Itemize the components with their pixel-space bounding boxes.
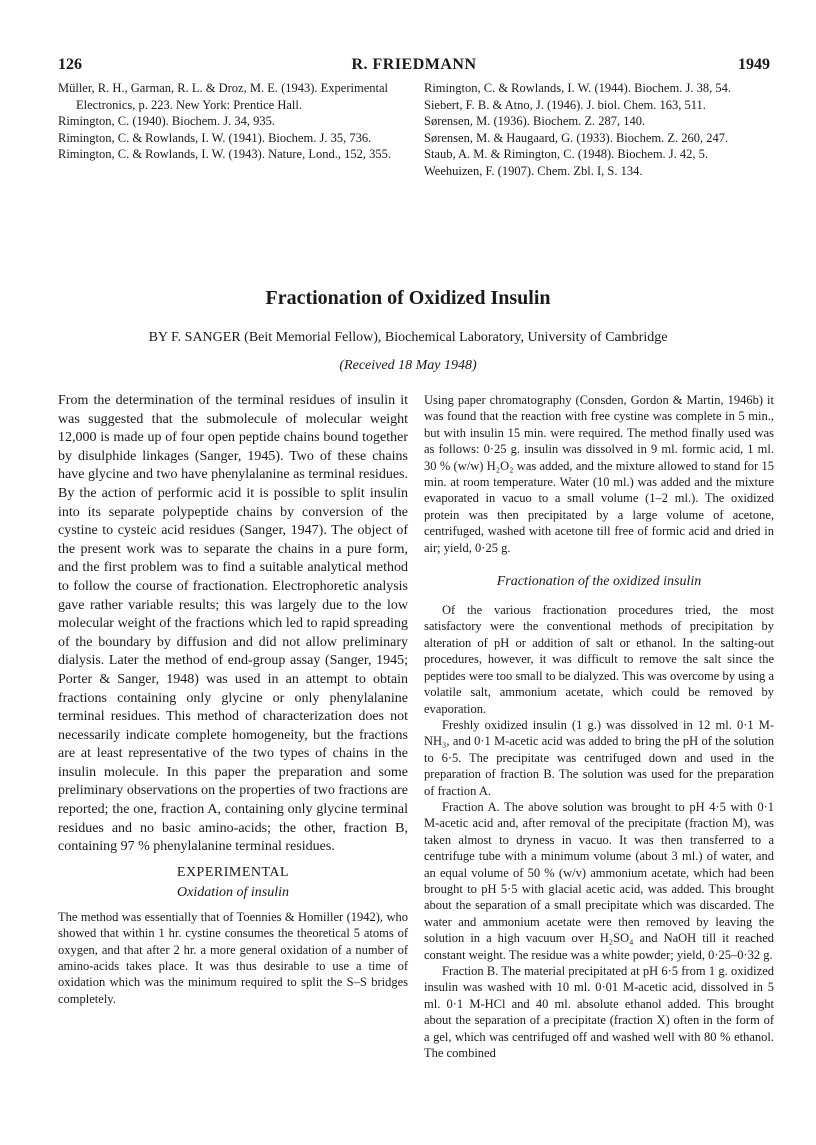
reference: Sørensen, M. & Haugaard, G. (1933). Biochem. Z. 260, 247. [424,130,729,145]
reference: Müller, R. H., Garman, R. L. & Droz, M. E. (1943). Experimental Electronics, p. 223. New York: Prentice Hall. [58,81,388,112]
reference: Rimington, C. & Rowlands, I. W. (1943). Nature, Lond., 152, 355. [58,147,391,161]
fraction-b-paragraph: Fraction B. The material precipitated at pH 6·5 from 1 g. oxidized insulin was washed with 10 ml. 0·01 M-acetic acid, dissolved in 5 ml. 0·1 M-HCl and 40 ml. absolute ethanol added. This brought about the separation of a precipitate (fraction X) often in the form of a gel, which was centrifuged off and washed well with 80 % ethanol. The combined [424,964,774,1061]
body-paragraph: Of the various fractionation procedures tried, the most satisfactory were the conventional methods of precipitation by alteration of pH or addition of salt or ethanol. In the salting-out procedures, however, it was difficult to remove the salt since the peptides were too small to be dialyzed. This was overcome by using a volatile salt, ammonium acetate, which could be removed by evaporation. [424,603,774,716]
subsection-heading-oxidation: Oxidation of insulin [177,884,289,900]
running-header [58,56,770,78]
references-right [424,80,774,179]
section-heading-experimental: EXPERIMENTAL [176,864,290,880]
body-paragraph: Freshly oxidized insulin (1 g.) was dissolved in 12 ml. 0·1 M-NH₃, and 0·1 M-acetic acid was added to bring the pH of the solution to 6·5. The precipitate was centrifuged down and used in the preparation of fraction B. The solution was used for the preparation of fraction A. [424,717,774,798]
page-number: 126 [58,56,82,73]
method-paragraph: Using paper chromatography (Consden, Gordon & Martin, 1946b) it was found that the reaction with free cystine was complete in 5 min., but with insulin 15 min. were required. The method finally used was as follows: 0·25 g. insulin was dissolved in 9 ml. formic acid, 1 ml. 30 % (w/w) H₂O₂ was added, and the mixture allowed to stand for 15 min. at room temperature. Water (10 ml.) was added and the mixture evaporated in vacuo to a small volume (1–2 ml.). The oxidized protein was then precipitated by a large volume of acetone, centrifuged, washed with acetone till free of formic acid and dried in air; yield, 0·25 g. [424,393,774,555]
subsection-heading-fractionation: Fractionation of the oxidized insulin [496,574,702,590]
reference: Sørensen, M. (1936). Biochem. Z. 287, 140. [424,114,646,128]
reference: Siebert, F. B. & Atno, J. (1946). J. biol. Chem. 163, 511. [424,97,706,112]
journal-year: 1949 [738,56,770,73]
reference: Rimington, C. & Rowlands, I. W. (1941). Biochem. J. 35, 736. [58,130,372,145]
reference: Rimington, C. & Rowlands, I. W. (1944). Biochem. J. 38, 54. [424,81,731,95]
right-column [424,392,774,1061]
article-title: Fractionation of Oxidized Insulin [265,287,551,309]
fraction-a-paragraph: Fraction A. The above solution was brought to pH 4·5 with 0·1 M-acetic acid and, after removal of the precipitate (fraction M), was taken almost to dryness in vacuo. It was then transferred to a centrifuge tube with a minimum volume (about 3 ml.) of water, and an equal volume of 50 % (w/v) ammonium acetate, which had been brought to pH 5·5 with glacial acetic acid, was added. This brought about the separation of a small precipitate which was discarded. The water and ammonium acetate were then removed by leaving the solution in a high vacuum over H₂SO₄ and NaOH till it reached constant weight. The residue was a white powder; yield, 0·25–0·32 g. [424,799,774,962]
author-byline: BY F. SANGER (Beit Memorial Fellow), Biochemical Laboratory, University of Cambridge [148,330,668,345]
reference: Weehuizen, F. (1907). Chem. Zbl. I, S. 134. [424,163,643,178]
running-author: R. FRIEDMANN [351,56,477,73]
received-date: (Received 18 May 1948) [339,358,477,373]
reference: Rimington, C. (1940). Biochem. J. 34, 935. [58,114,276,128]
reference: Staub, A. M. & Rimington, C. (1948). Biochem. J. 42, 5. [424,147,709,161]
left-column [58,392,408,1007]
oxidation-paragraph: The method was essentially that of Toennies & Homiller (1942), who showed that within 1 hr. cystine consumes the theoretical 5 atoms of oxygen, and that after 2 hr. a more general oxidation of a number of amino-acids takes place. It was thus desirable to use a time of oxidation which was the minimum required to split the S–S bridges completely. [58,909,408,1006]
references-left [58,80,408,163]
intro-paragraph: From the determination of the terminal residues of insulin it was suggested that the submolecule of molecular weight 12,000 is made up of four open peptide chains bound together by disulphide linkages (Sanger, 1945). Two of these chains have glycine and two have phenylalanine as terminal residues. By the action of performic acid it is possible to split insulin into its separate polypeptide chains by conversion of the cystine to cysteic acid residues (Sanger, 1947). The object of the present work was to separate the chains in a pure form, and the first problem was to find a suitable analytical method to follow the course of fractionation. Electrophoretic analysis gave rather variable results; this was largely due to the low molecular weight of the fractions which led to rapid spreading of the boundary by diffusion and did not allow preliminary dialysis. Later the method of end-group assay (Sanger, 1945; Porter & Sanger, 1948) was used in an attempt to obtain fractions containing only glycine or only phenylalanine terminal residues. This method of characterization does not necessarily indicate complete homogeneity, but the fractions are at least representative of the two types of chains in the insulin molecule. In this paper the preparation and some preliminary observations on the properties of two fractions are reported; the one, fraction A, containing only glycine terminal residues and no basic amino-acids; the other, fraction B, containing 97 % phenylalanine terminal residues. [58,393,408,855]
